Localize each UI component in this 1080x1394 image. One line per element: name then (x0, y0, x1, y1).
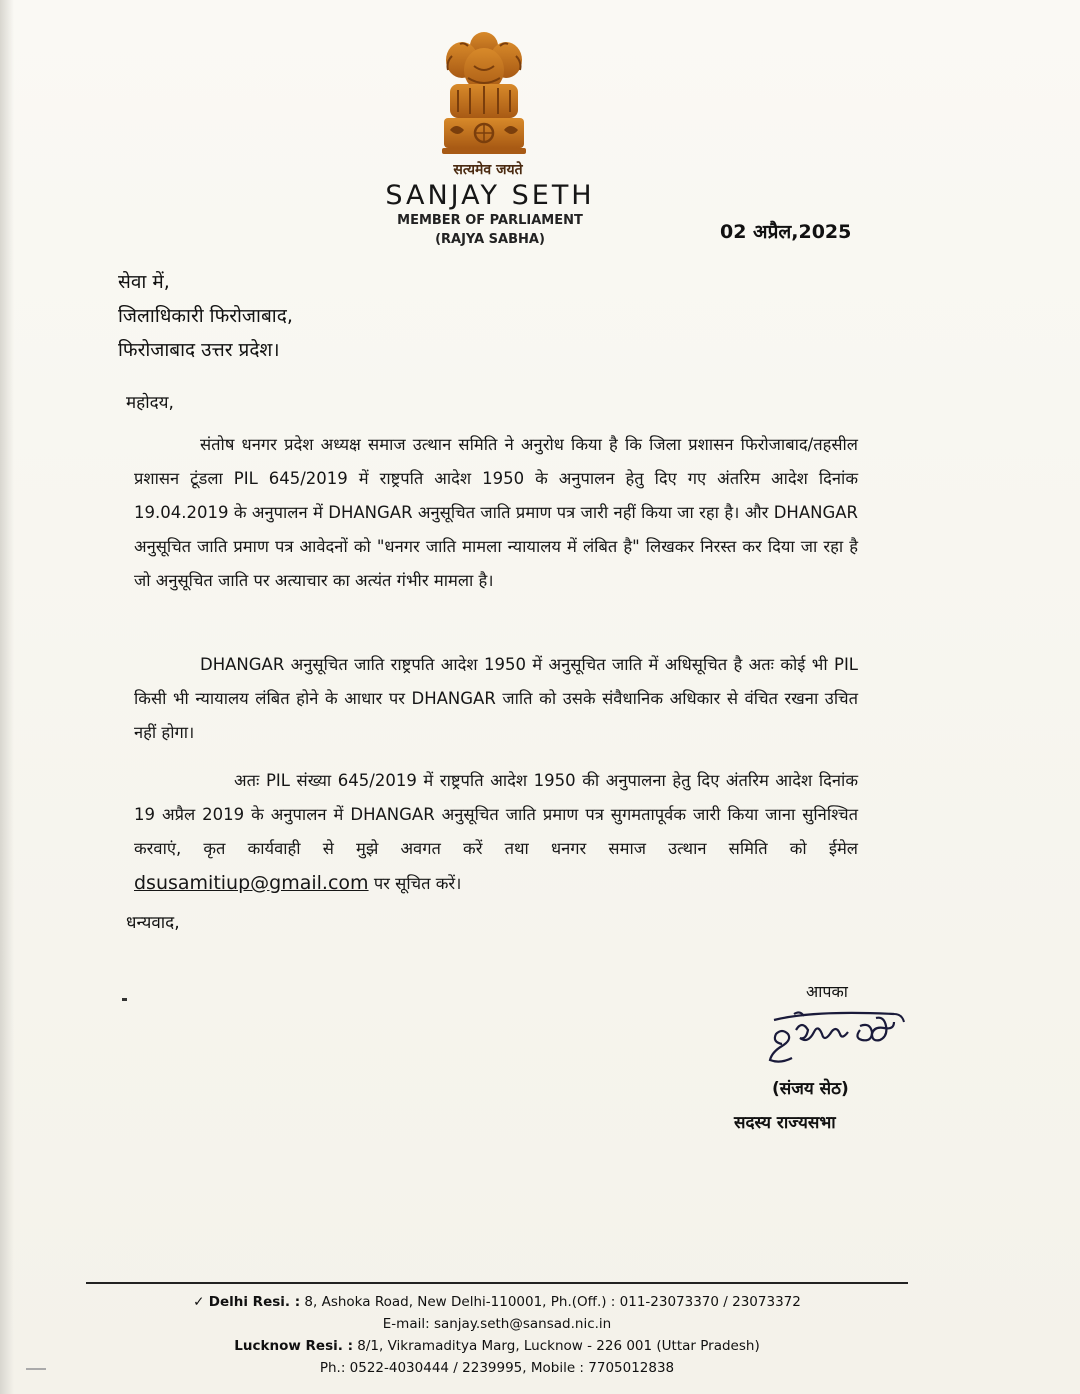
footer-phones: Ph.: 0522-4030444 / 2239995, Mobile : 7705012838 (319, 1360, 675, 1376)
footer-lucknow-address (86, 1338, 908, 1354)
delhi-label: Delhi Resi. : (208, 1294, 301, 1310)
delhi-address: 8, Ashoka Road, New Delhi-110001, Ph.(Off.) : 011-23073370 / 23073372 (304, 1294, 801, 1310)
lucknow-address: 8/1, Vikramaditya Marg, Lucknow - 226 001 (Uttar Pradesh) (357, 1338, 760, 1354)
paragraph-3 (134, 764, 858, 901)
letterhead-name: SANJAY SETH (385, 180, 595, 211)
footer-email (86, 1316, 908, 1332)
letter-date: 02 अप्रैल,2025 (720, 221, 852, 243)
closing-yours: आपका (806, 982, 848, 1001)
tick-mark-icon: ✓ (193, 1294, 205, 1310)
paragraph-3-text: अतः PIL संख्या 645/2019 में राष्ट्रपति आदेश 1950 की अनुपालना हेतु दिए अंतरिम आदेश दिनांक 19 अप्रैल 2019 के अनुपालन में DHANGAR अनुसूचित जाति प्रमाण पत्र सुगमतापूर्वक जारी किया जाना सुनिश्चित करवाएं, कृत कार्यवाही से मुझे अवगत करें तथा धनगर समाज उत्थान समिति को ईमेल (134, 771, 858, 858)
paragraph-1-text: संतोष धनगर प्रदेश अध्यक्ष समाज उत्थान समिति ने अनुरोध किया है कि जिला प्रशासन फिरोजाबाद/तहसील प्रशासन टूंडला PIL 645/2019 में राष्ट्रपति आदेश 1950 के अनुपालन हेतु दिए गए अंतरिम आदेश दिनांक 19.04.2019 के अनुपालन में DHANGAR अनुसूचित जाति प्रमाण पत्र जारी नहीं किया जा रहा है। और DHANGAR अनुसूचित जाति प्रमाण पत्र आवेदनों को "धनगर जाति मामला न्यायालय में लंबित है" लिखकर निरस्त कर दिया जा रहा है जो अनुसूचित जाति पर अत्याचार का अत्यंत गंभीर मामला है। (134, 435, 858, 590)
signer-name: (संजय सेठ) (772, 1079, 849, 1099)
lion-capital-emblem-icon (438, 26, 530, 162)
footer-divider (86, 1282, 908, 1284)
footer-delhi-address (86, 1294, 908, 1310)
contact-email-link[interactable]: dsusamitiup@gmail.com (134, 872, 369, 894)
addressee-line-1: सेवा में, (118, 271, 170, 293)
scan-edge-shadow (0, 0, 14, 1394)
letterhead-house: (RAJYA SABHA) (435, 232, 545, 247)
footer-email-label: E-mail: (382, 1316, 430, 1332)
handwritten-signature (760, 1004, 920, 1070)
signer-title: सदस्य राज्यसभा (734, 1113, 836, 1133)
emblem-motto: सत्यमेव जयते (453, 162, 523, 178)
scan-edge-mark (26, 1368, 46, 1370)
closing-thanks: धन्यवाद, (126, 913, 180, 933)
paragraph-1 (134, 428, 858, 598)
footer-email-address[interactable]: sanjay.seth@sansad.nic.in (433, 1316, 612, 1332)
letterhead-designation: MEMBER OF PARLIAMENT (397, 213, 583, 228)
paragraph-2-text: DHANGAR अनुसूचित जाति राष्ट्रपति आदेश 1950 में अनुसूचित जाति में अधिसूचित है अतः कोई भी PIL किसी भी न्यायालय लंबित होने के आधार पर DHANGAR जाति को उसके संवैधानिक अधिकार से वंचित रखना उचित नहीं होगा। (134, 655, 858, 742)
stray-mark (122, 998, 127, 1001)
addressee-line-2: जिलाधिकारी फिरोजाबाद, (118, 305, 293, 327)
lucknow-label: Lucknow Resi. : (234, 1338, 353, 1354)
paragraph-2 (134, 648, 858, 750)
paragraph-3-ending: पर सूचित करें। (373, 874, 462, 893)
addressee-line-3: फिरोजाबाद उत्तर प्रदेश। (118, 339, 280, 361)
salutation: महोदय, (126, 393, 174, 413)
